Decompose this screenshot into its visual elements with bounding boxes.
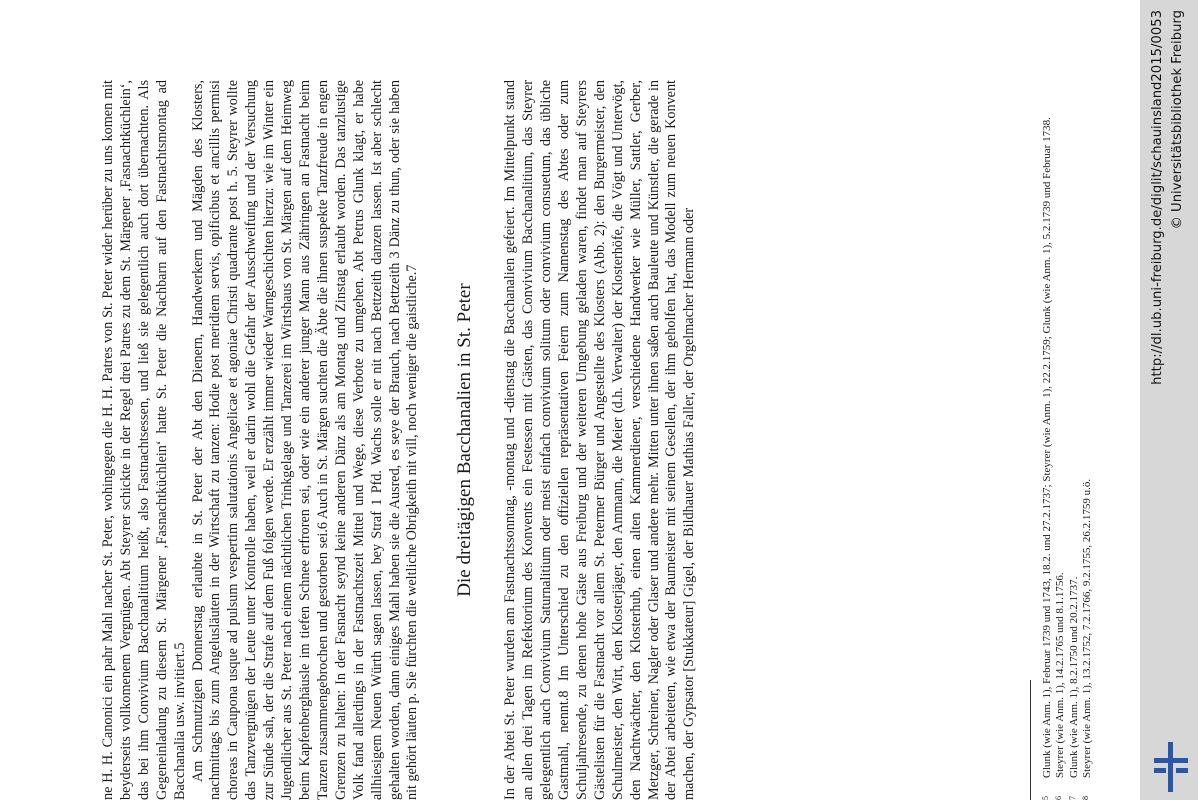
copyright-notice: © Universitätsbibliothek Freiburg <box>1170 10 1185 230</box>
sidebar-text <box>1148 0 1188 800</box>
footnote-divider <box>1030 680 1031 800</box>
source-url-link[interactable]: http://dl.ub.uni-freiburg.de/diglit/schauinsland2015/0053 <box>1150 10 1165 385</box>
footnotes-block <box>1030 80 1095 800</box>
footnote: 5 Glunk (wie Anm. 1), Februar 1739 und 1743, 18.2. und 27.2.1737; Steyrer (wie Anm. 1), 22.2.1759; Glunk (wie Anm. 1), 5.2.1739 und Februar 1738. <box>1041 117 1053 800</box>
body-text-after-heading <box>502 80 699 800</box>
document-page <box>100 0 1140 800</box>
section-heading: Die dreitägigen Bacchanalien in St. Peter <box>454 283 476 597</box>
library-logo-icon <box>1150 738 1192 796</box>
paragraph-3: In der Abtei St. Peter wurden am Fastnachtssonntag, -montag und -dienstag die Bacchanalien gefeiert. Im Mittelpunkt stand an allen drei Tagen im Refektorium des Konvents ein Festessen mit Gästen, das Convivium Bacchanalitium, das Steyrer gelegentlich auch Convivium Saturnalitium oder meist einfach convivium solitum oder convivium consuetum, das übliche Gastmahl, nennt.8 Im Unterschied zu den offiziellen repräsentativen Feiern zum Namenstag des Abtes oder zum Schuljahresende, zu denen hohe Gäste aus Freiburg und der weiteren Umgebung geladen waren, findet man auf Steyrers Gästelisten für die Fastnacht vor allem St. Petermer Bürger und Angestellte des Klosters (Abb. 2): den Burgermeister, den Schulmeister, den Wirt, den Klosterjäger, den Ammann, die Meier (d.h. Verwalter) der Klosterhöfe, die Vögt und Untervögt, den Nachtwächter, den Klosterhub, einen alten Kammerdiener, verschiedene Handwerker wie Müller, Sattler, Gerber, Metzger, Schreiner, Nagler oder Glaser und andere mehr. Mitten unter ihnen saßen auch Bauleute und Künstler, die gerade in der Abtei arbeiteten, wie etwa der Baumeister mit seinem Gesellen, der ihm geholfen hat, das Modell zum neuen Konvent machen, der Gypsator [Stukkateur] Gigel, der Bildhauer Mathias Faller, der Orgelmacher Hermann oder <box>502 80 698 800</box>
body-text-before-heading <box>100 80 422 800</box>
footnote: 6 Steyrer (wie Anm. 1), 14.2.1765 und 8.1.1756. <box>1054 572 1067 800</box>
footnote: 8 Steyrer (wie Anm. 1), 13.2.1752, 7.2.1766, 9.2.1755, 26.2.1759 u.ö. <box>1081 478 1094 800</box>
paragraph-1: ne H. H. Canonici ein pahr Mahl nacher St. Peter, wohingegen die H. H. Patres von St. Peter wider herüber zu uns komen mit beyderseits vollkomenem Vergnügen. Abt Steyrer schickte in der Regel drei Patres zu dem St. Märgener ‚Fasnachtküchlein‘, das bei ihm Convivium Bacchanalitium heißt, also Fastnachtsessen, und ließ sie gelegentlich auch dort übernachten. Als Gegeneinladung zu diesem St. Märgener ‚Fasnachtküchlein‘ hatte St. Peter die Nachbarn auf den Fastnachtsmontag ad Bacchanalia usw. invitiert.5 <box>100 80 188 800</box>
footnote: 7 Glunk (wie Anm. 1), 8.2.1750 und 20.2.1737. <box>1067 576 1080 800</box>
rotated-text-block <box>100 80 920 800</box>
paragraph-2: Am Schmutzigen Donnerstag erlaubte in St. Peter der Abt den Dienern, Handwerkern und Mägden des Klosters, nachmittags bis zum Angelusläuten in der Wirtschaft zu tanzen: Hodie post meridiem servis, opificibus et ancillis permisi choreas in Caupona usque ad pulsum vespertim salutationis Angelicae et agoniae Christi quadrante post h. 5. Steyrer wollte das Tanzvergnügen der Leute unter Kontrolle haben, weil er darin wohl die Gefahr der Ausschweifung und der Versuchung zur Sünde sah, der die Strafe auf dem Fuß folgen werde. Er erzählt immer wieder Warngeschichten hierzu: wie im Winter ein Jugendlicher aus St. Peter nach einem nächtlichen Trinkgelage und Tanzerei im Wirtshaus von St. Märgen auf dem Heimweg beim Kapfenberghäusle im tiefen Schnee erfroren sei, oder wie ein anderer junger Mann aus Zähringen an Fastnacht beim Tanzen zusammengebrochen und gestorben sei.6 Auch in St. Märgen suchten die Äbte die ihnen suspekte Tanzfreude in engen Grenzen zu halten: In der Fasnacht seynd keine anderen Dänz als am Montag und Zinstag erlaubt worden. Das tanzlustige Volk fand allerdings in der Fastnachtszeit Mittel und Wege, diese Verbote zu umgehen. Abt Petrus Glunk klagt, er habe allhiesigem Neuen Würth sagen lassen, bey Straf 1 Pfd. Wachs solle er nit nach Bettzeith danzen lassen. Ist aber schlecht gehalten worden, dann einiges Mahl haben sie die Ausred, es seye der Brauch, nach Bettzeith 3 Dänz zu thun, oder sie haben nit gehört läuten p. Sie fürchten die weltliche Obrigkeith nit vill, noch weniger die gaistliche.7 <box>189 80 421 800</box>
